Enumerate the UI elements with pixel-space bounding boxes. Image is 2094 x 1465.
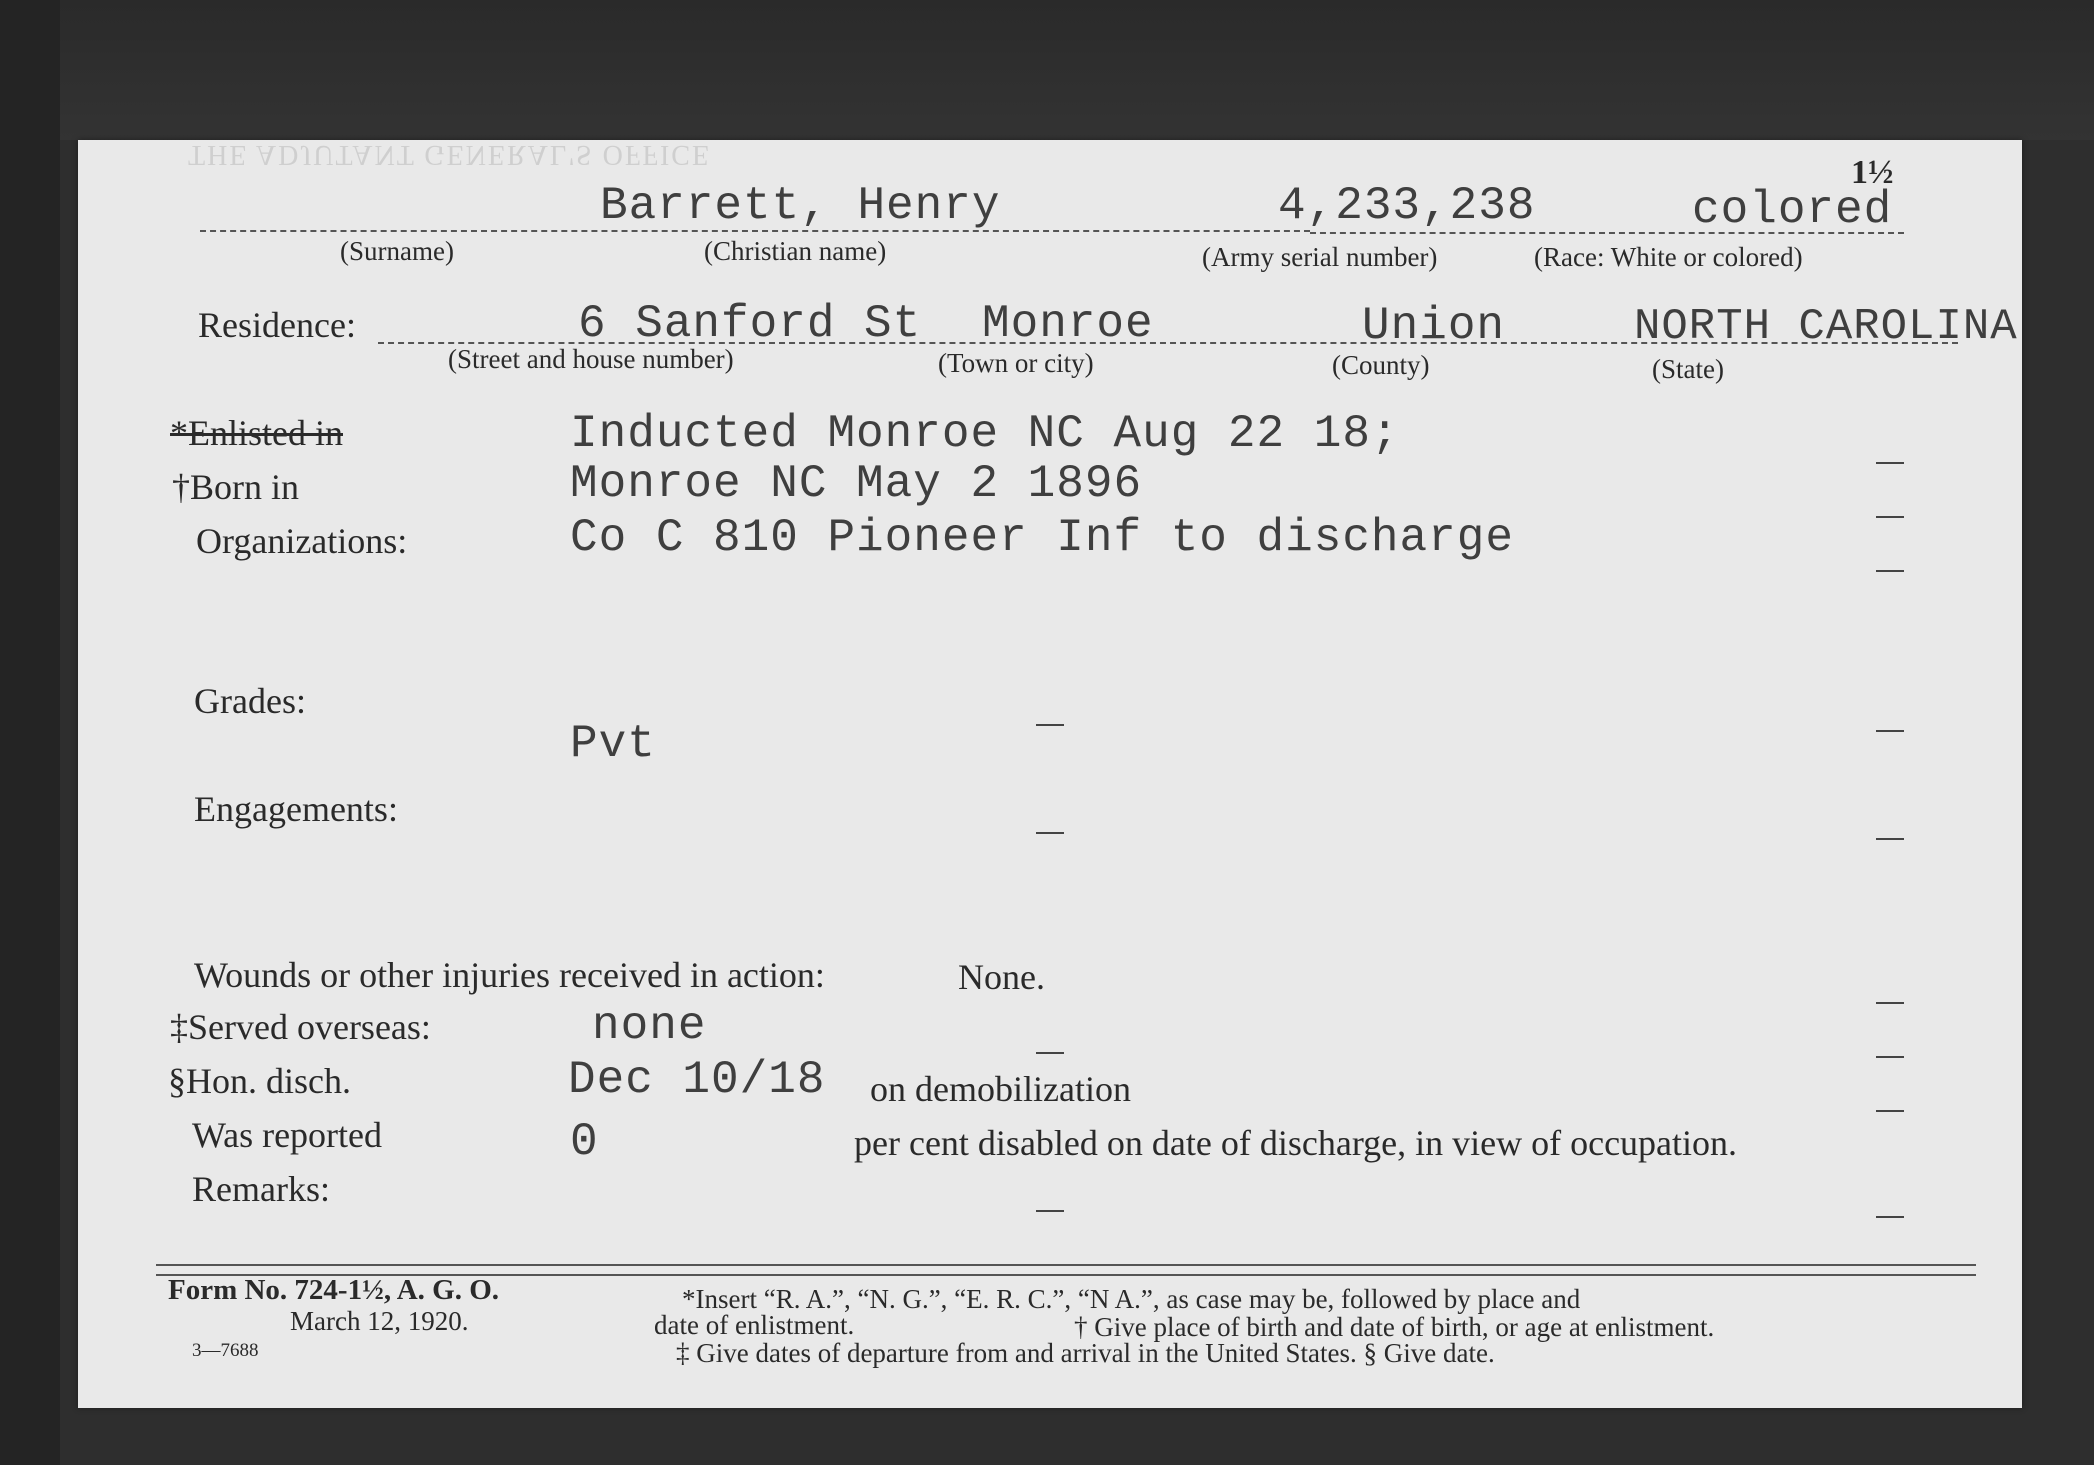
margin-dash [1876, 516, 1904, 518]
engagements-label: Engagements: [194, 789, 398, 829]
footnote-birth: † Give place of birth and date of birth, or age at enlistment. [1074, 1312, 1715, 1342]
race-value: colored [1692, 184, 1893, 236]
was-reported-label: Was reported [192, 1115, 383, 1155]
organizations-label: Organizations: [196, 521, 408, 561]
caption-county: (County) [1332, 350, 1430, 380]
margin-dash [1876, 570, 1904, 572]
enlisted-value: Inducted Monroe NC Aug 22 18; [570, 408, 1400, 460]
margin-dash [1876, 730, 1904, 732]
caption-race: (Race: White or colored) [1534, 242, 1803, 272]
form-number: Form No. 724-1½, A. G. O. [168, 1274, 500, 1306]
served-overseas-label: ‡Served overseas: [170, 1007, 431, 1047]
footnote-overseas-dates: ‡ Give dates of departure from and arrival in the United States. § Give date. [676, 1338, 1495, 1368]
form-date: March 12, 1920. [290, 1306, 469, 1336]
name-line [200, 230, 1310, 232]
caption-christian-name: (Christian name) [704, 236, 887, 266]
street-value: 6 Sanford St [578, 298, 922, 350]
margin-dash [1876, 1056, 1904, 1058]
margin-dash [1876, 1002, 1904, 1004]
honorable-discharge-suffix: on demobilization [870, 1069, 1131, 1109]
footnote-insert: *Insert “R. A.”, “N. G.”, “E. R. C.”, “N A.”, as case may be, followed by place and [682, 1284, 1581, 1314]
organizations-value: Co C 810 Pioneer Inf to discharge [570, 512, 1514, 564]
serial-line [1310, 232, 1904, 234]
residence-label: Residence: [198, 305, 356, 345]
center-dash [1036, 1052, 1064, 1054]
footer-rule-top [156, 1264, 1976, 1266]
caption-street: (Street and house number) [448, 344, 734, 374]
service-record-card [78, 140, 2022, 1408]
state-value: NORTH CAROLINA [1634, 302, 2018, 352]
serial-number-value: 4,233,238 [1278, 180, 1536, 232]
born-label: †Born in [172, 467, 300, 507]
remarks-label: Remarks: [192, 1169, 330, 1209]
footnote-enlistment: date of enlistment. [654, 1310, 855, 1340]
served-overseas-value: none [592, 1000, 707, 1052]
print-number: 3—7688 [192, 1340, 259, 1361]
county-value: Union [1362, 300, 1506, 352]
caption-state: (State) [1652, 354, 1724, 384]
faded-header-text: THE ADJUTANT GENERAL'S OFFICE [188, 139, 712, 170]
grades-label: Grades: [194, 681, 306, 721]
honorable-discharge-label: §Hon. disch. [168, 1061, 351, 1101]
surname-name-value: Barrett, Henry [600, 180, 1001, 232]
grades-value: Pvt [570, 718, 656, 770]
scan-background-top [0, 0, 2094, 140]
wounds-label: Wounds or other injuries received in action: [194, 955, 825, 995]
fraction-mark: 1½ [1851, 154, 1894, 191]
caption-serial-number: (Army serial number) [1202, 242, 1438, 272]
honorable-discharge-value: Dec 10/18 [568, 1054, 826, 1106]
disability-statement: per cent disabled on date of discharge, in view of occupation. [854, 1123, 1738, 1163]
margin-dash [1876, 1216, 1904, 1218]
margin-dash [1876, 1110, 1904, 1112]
wounds-value: None. [958, 957, 1045, 997]
enlisted-label: *Enlisted in [170, 413, 343, 453]
scan-background-left [0, 0, 60, 1465]
caption-town: (Town or city) [938, 348, 1094, 378]
margin-dash [1876, 838, 1904, 840]
disability-percent-value: 0 [570, 1116, 599, 1168]
born-value: Monroe NC May 2 1896 [570, 458, 1143, 510]
center-dash [1036, 1210, 1064, 1212]
town-value: Monroe [982, 298, 1154, 350]
margin-dash [1876, 462, 1904, 464]
center-dash [1036, 724, 1064, 726]
caption-surname: (Surname) [340, 236, 454, 266]
center-dash [1036, 832, 1064, 834]
